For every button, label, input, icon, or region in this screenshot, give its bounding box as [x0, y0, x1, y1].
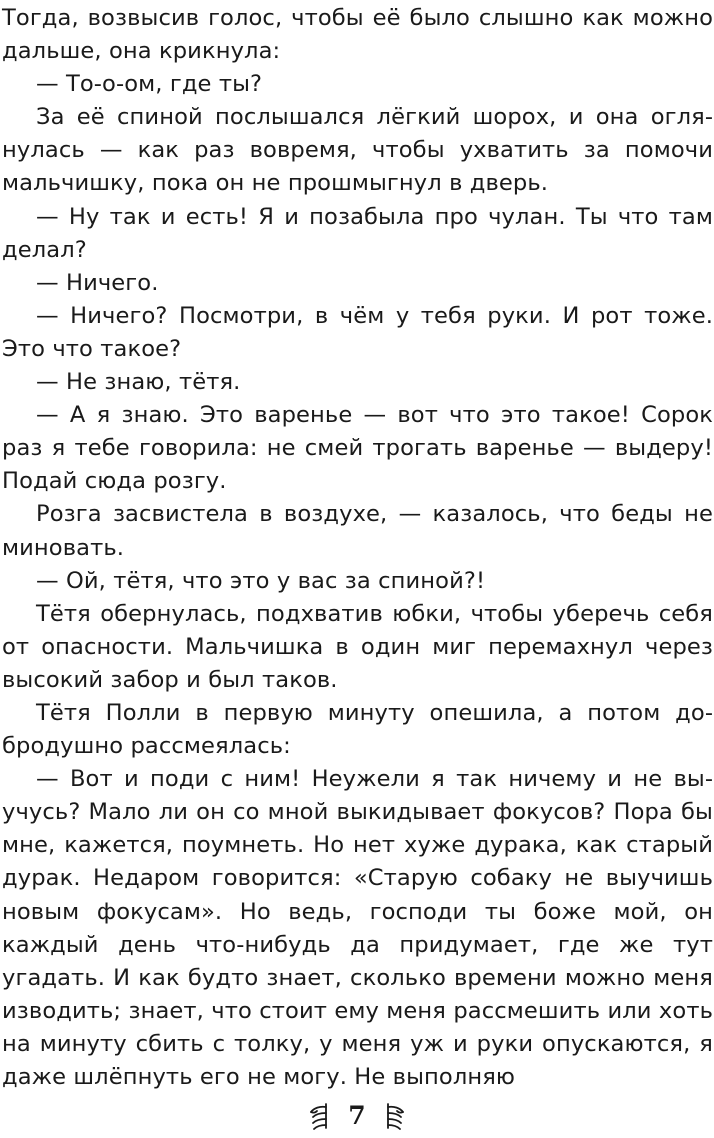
paragraph: — Ну так и есть! Я и позабыла про чулан. Ты что там делал? [2, 203, 713, 263]
body-text [2, 2, 713, 1094]
paragraph: — Не знаю, тётя. [36, 369, 241, 396]
paragraph: — Ой, тётя, что это у вас за спиной?! [36, 567, 486, 594]
paragraph: Тётя обернулась, подхватив юбки, чтобы уберечь себя от опасности. Мальчишка в один миг перемахнул через высокий забор и был таков. [2, 600, 713, 693]
paragraph: — Вот и поди с ним! Неужели я так ничему и не выучусь? Мало ли он со мной выкидывает фокусов? Пора бы мне, кажется, поумнеть. Но нет хуже дурака, как старый дурак. Недаром говорится: «Старую собаку не выучишь новым фокусам». Но ведь, господи ты боже мой, он каждый день что-нибудь да придумает, где же тут угадать. И как будто знает, сколько времени можно меня изводить; знает, что стоит ему меня рассмешить или хоть на минуту сбить с толку, у меня уж и руки опускаются, я даже шлёпнуть его не могу. Не выполняю [2, 766, 713, 1090]
paragraph: — А я знаю. Это варенье — вот что это такое! Сорок раз я тебе говорила: не смей трогать варенье — выдеру! Подай сюда розгу. [2, 402, 713, 495]
paragraph: — То-о-ом, где ты? [36, 71, 263, 98]
paragraph: Розга засвистела в воздухе, — казалось, что беды не миновать. [2, 501, 713, 561]
paragraph: Тогда, возвысив голос, чтобы её было слышно как можно дальше, она крикнула: [2, 5, 713, 65]
fleuron-left-icon [308, 1101, 330, 1131]
page-footer [0, 1098, 714, 1134]
paragraph: — Ничего? Посмотри, в чём у тебя руки. И рот тоже. Это что такое? [2, 302, 713, 362]
paragraph: — Ничего. [36, 269, 159, 296]
paragraph: Тётя Полли в первую минуту опешила, а потом добродушно рассмеялась: [2, 699, 713, 760]
paragraph: За её спиной послышался лёгкий шорох, и она оглянулась — как раз вовремя, чтобы ухватить за помочи мальчишку, пока он не прошмыгнул в дверь. [2, 104, 713, 197]
fleuron-right-icon [384, 1101, 406, 1131]
page-number: 7 [348, 1101, 366, 1130]
